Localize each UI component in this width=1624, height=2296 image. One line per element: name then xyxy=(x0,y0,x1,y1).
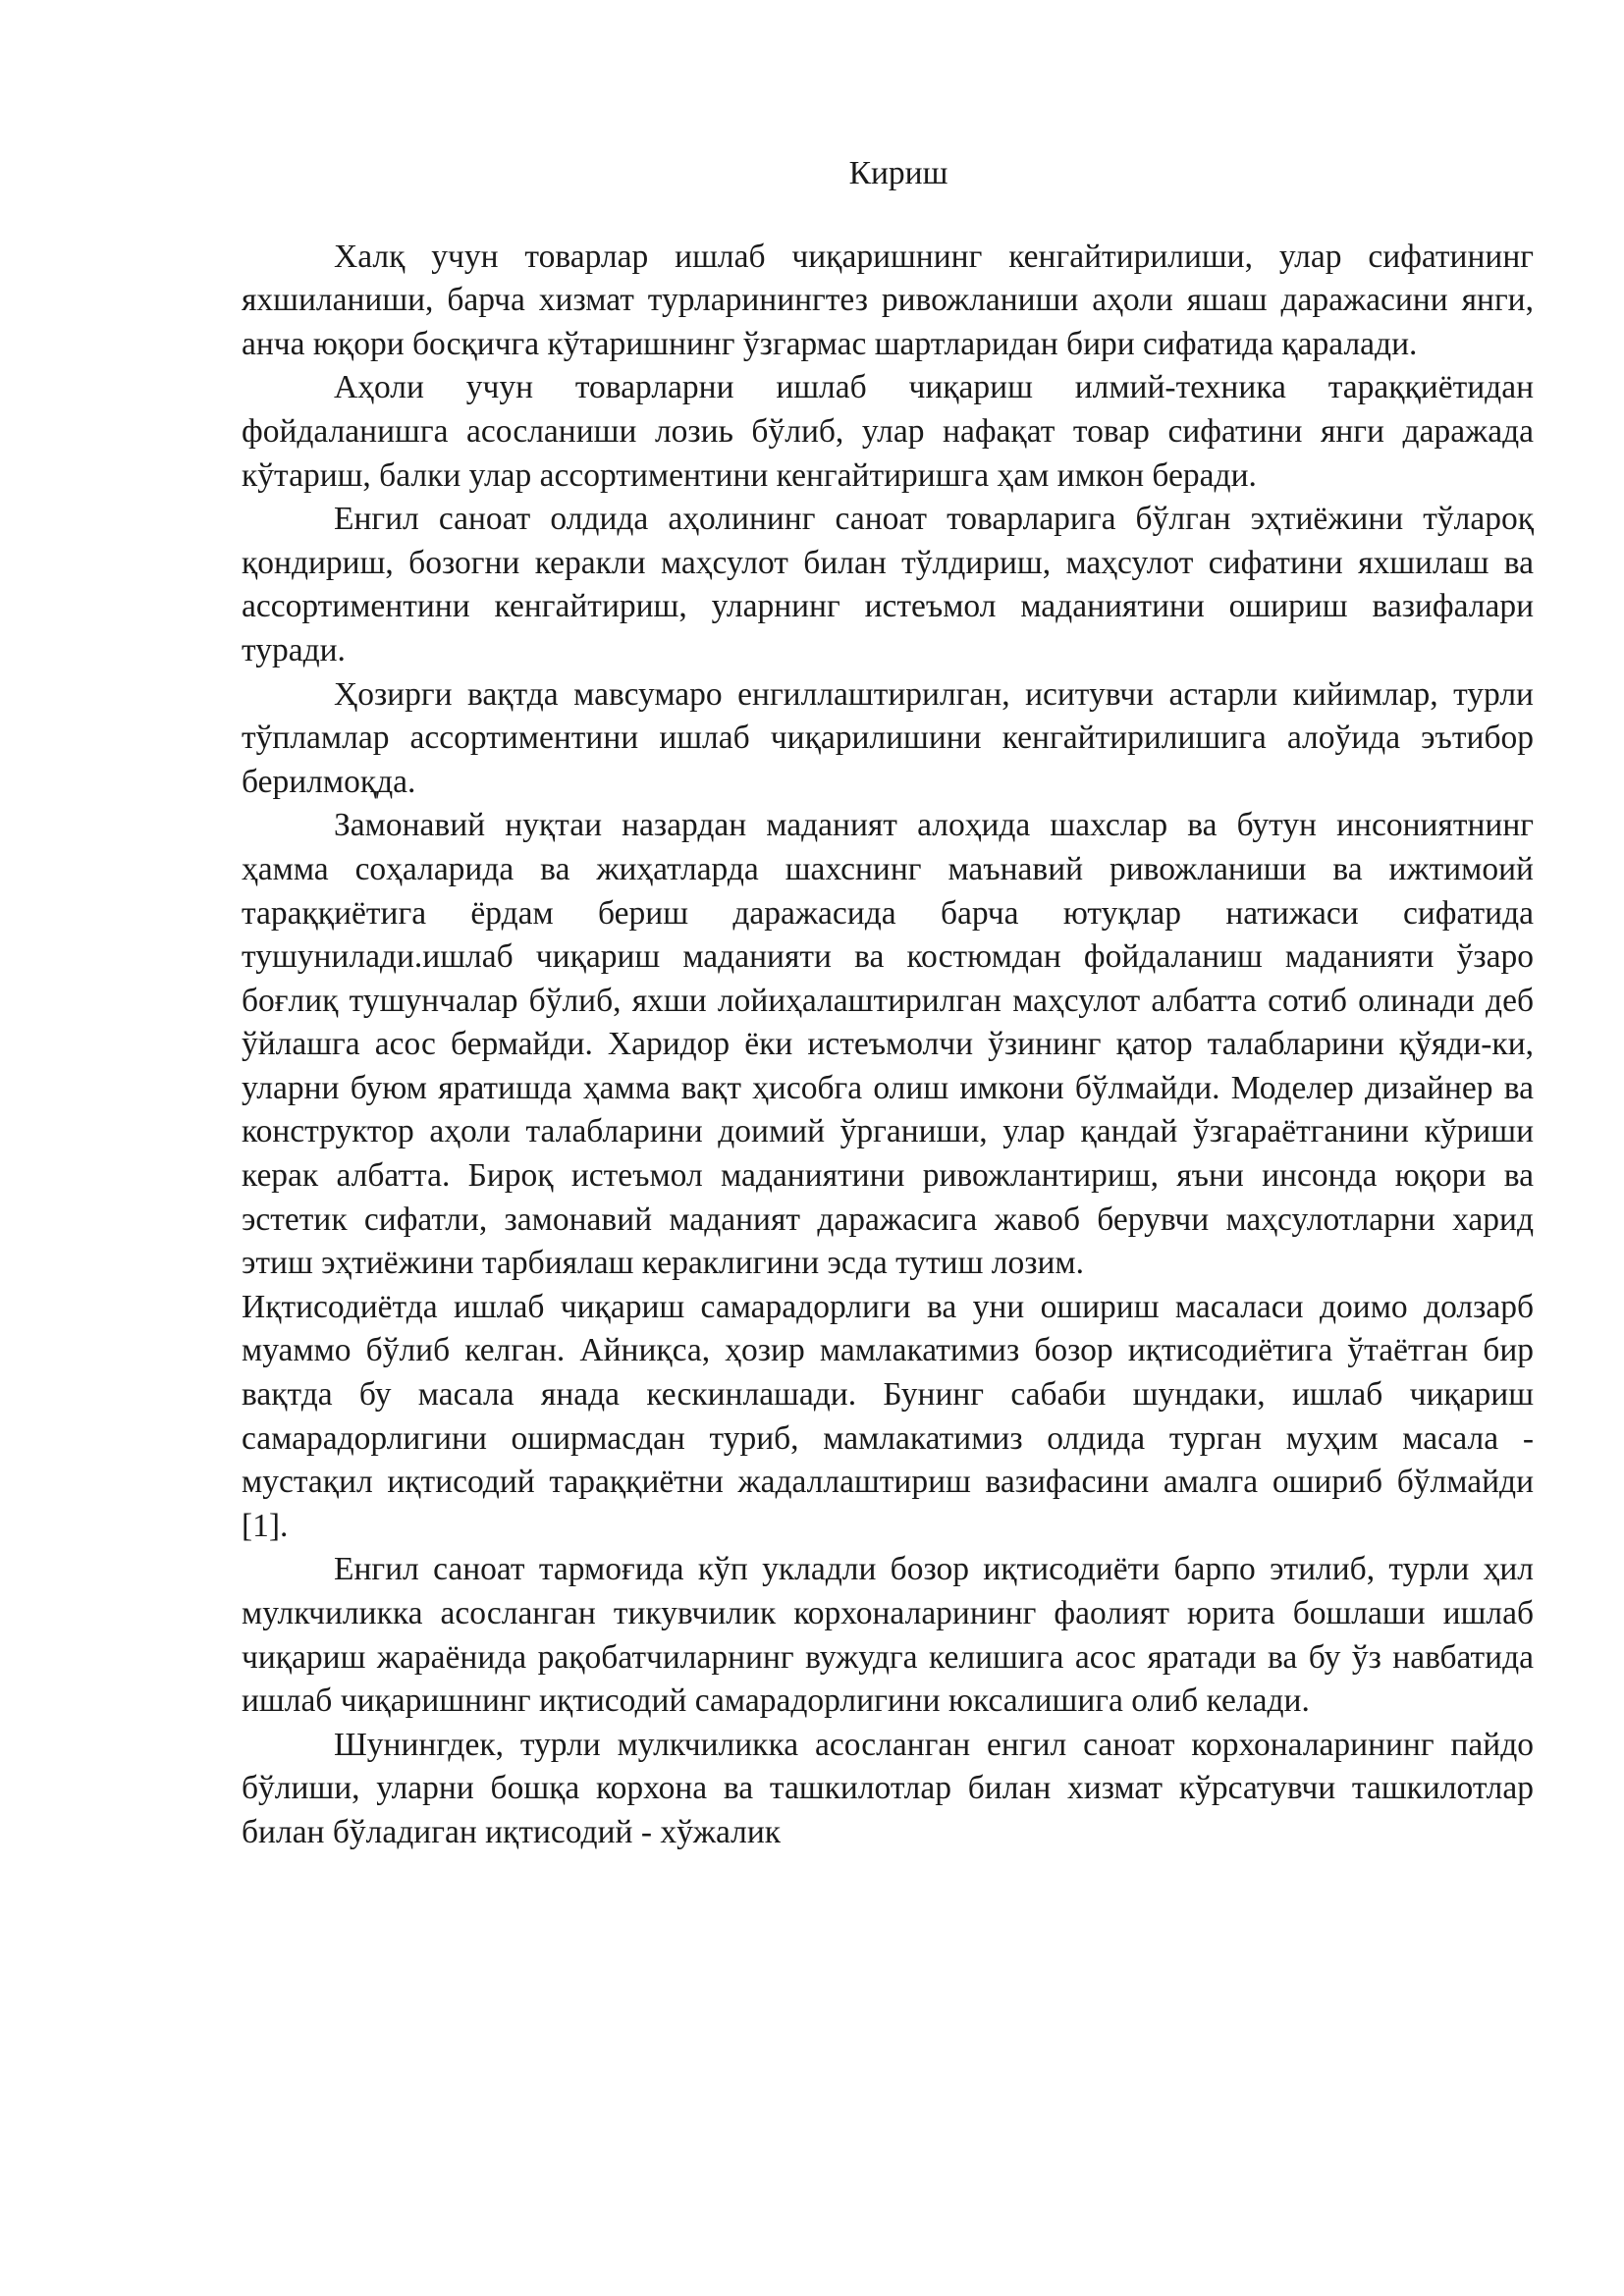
document-title: Кириш xyxy=(848,155,948,191)
paragraph-4: Ҳозирги вақтда мавсумаро енгиллаштирилган, иситувчи астарли кийимлар, турли тўпламлар ассортиментини ишлаб чиқарилишини кенгайтирилишига алоўида эътибор берилмоқда. xyxy=(242,675,1534,800)
paragraph-2: Аҳоли учун товарларни ишлаб чиқариш илмий-техника тараққиётидан фойдаланишга асосланиши лозиь бўлиб, улар нафақат товар сифатини янги даражада кўтариш, балки улар ассортиментини кенгайтиришга ҳам имкон беради. xyxy=(242,369,1534,494)
paragraph-3: Енгил саноат олдида аҳолининг саноат товарларига бўлган эҳтиёжини тўлароқ қондириш, бозогни керакли маҳсулот билан тўлдириш, маҳсулот сифатини яхшилаш ва ассортиментини кенгайтириш, уларнинг истеъмол маданиятини ошириш вазифалари туради. xyxy=(242,501,1534,668)
paragraph-7: Енгил саноат тармоғида кўп укладли бозор иқтисодиёти барпо этилиб, турли ҳил мулкчиликка асосланган тикувчилик корхоналарининг фаолият юрита бошлаши ишлаб чиқариш жараёнида рақобатчиларнинг вужудга келишига асос яратади ва бу ўз навбатида ишлаб чиқаришнинг иқтисодий самарадорлигини юксалишига олиб келади. xyxy=(242,1551,1534,1720)
paragraph-1: Халқ учун товарлар ишлаб чиқаришнинг кенгайтирилиши, улар сифатининг яхшиланиши, барча хизмат турларинингтез ривожланиши аҳоли яшаш даражасини янги, анча юқори босқичга кўтаришнинг ўзгармас шартларидан бири сифатида қаралади. xyxy=(242,238,1534,362)
paragraph-6: Иқтисодиётда ишлаб чиқариш самарадорлиги ва уни ошириш масаласи доимо долзарб муаммо бўлиб келган. Айниқса, ҳозир мамлакатимиз бозор иқтисодиётига ўтаётган бир вақтда бу масала янада кескинлашади. Бунинг сабаби шундаки, ишлаб чиқариш самарадорлигини оширмасдан туриб, мамлакатимиз олдида турган муҳим масала - мустақил иқтисодий тараққиётни жадаллаштириш вазифасини амалга ошириб бўлмайди [1]. xyxy=(242,1288,1534,1544)
paragraph-5: Замонавий нуқтаи назардан маданият алоҳида шахслар ва бутун инсониятнинг ҳамма соҳаларида ва жиҳатларда шахснинг маънавий ривожланиши ва ижтимоий тараққиётига ёрдам бериш даражасида барча ютуқлар натижаси сифатида тушунилади.ишлаб чиқариш маданияти ва костюмдан фойдаланиш маданияти ўзаро боғлиқ тушунчалар бўлиб, яхши лойиҳалаштирилган маҳсулот албатта сотиб олинади деб ўйлашга асос бермайди. Харидор ёки истеъмолчи ўзининг қатор талабларини қўяди-ки, уларни буюм яратишда ҳамма вақт ҳисобга олиш имкони бўлмайди. Моделер дизайнер ва конструктор аҳоли талабларини доимий ўрганиши, улар қандай ўзгараётганини кўриши керак албатта. Бироқ истеъмол маданиятини ривожлантириш, яъни инсонда юқори ва эстетик сифатли, замонавий маданият даражасига жавоб берувчи маҳсулотларни харид этиш эҳтиёжини тарбиялаш кераклигини эсда тутиш лозим. xyxy=(242,807,1534,1282)
paragraph-8: Шунингдек, турли мулкчиликка асосланган енгил саноат корхоналарининг пайдо бўлиши, уларни бошқа корхона ва ташкилотлар билан хизмат кўрсатувчи ташкилотлар билан бўладиган иқтисодий - хўжалик xyxy=(242,1726,1534,1850)
document-body xyxy=(242,152,1534,1855)
